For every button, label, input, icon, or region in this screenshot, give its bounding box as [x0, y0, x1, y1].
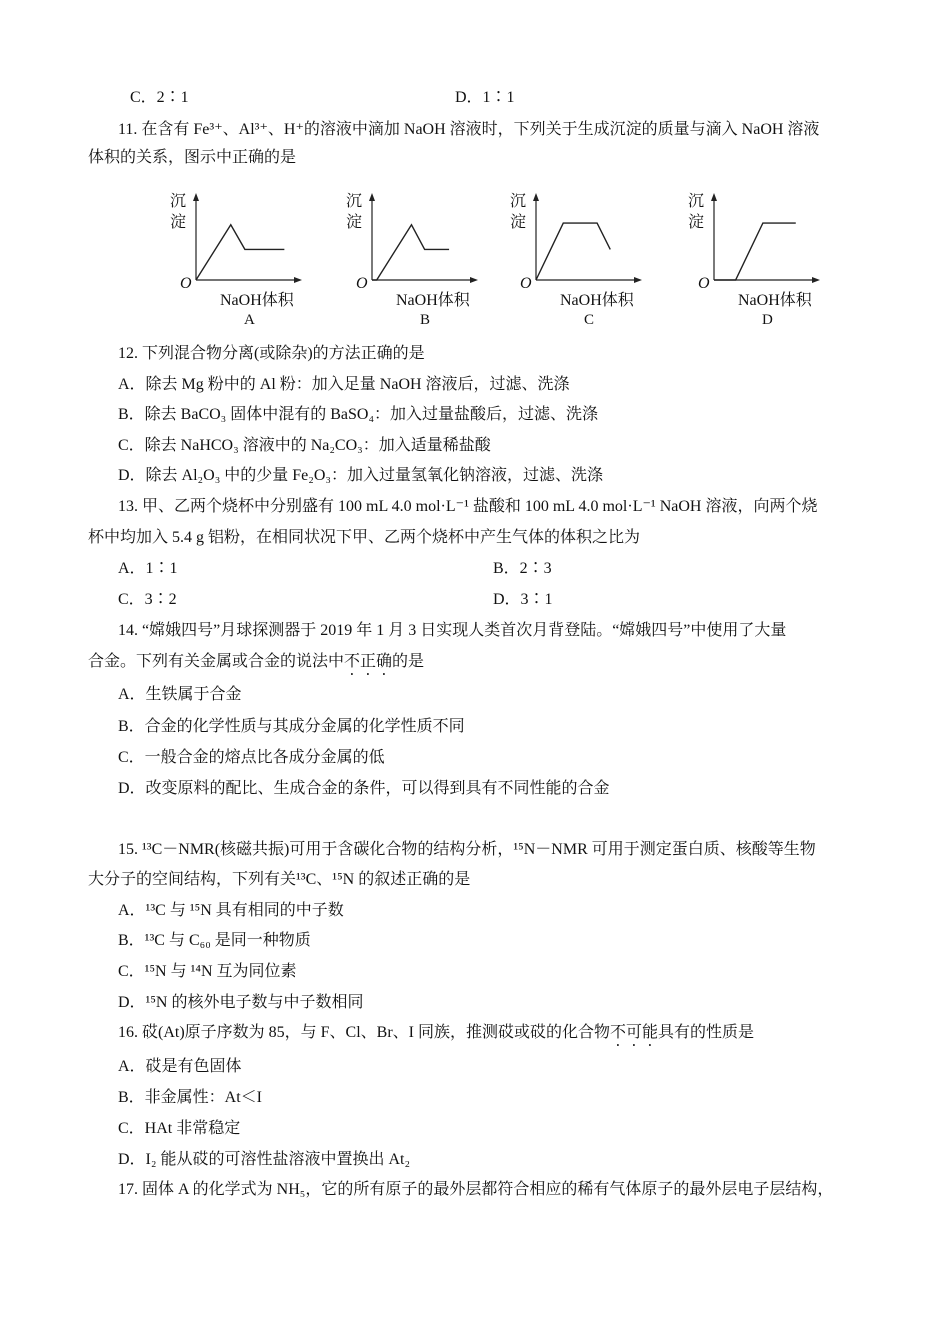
- q16-stem-tail: 具有的性质是: [658, 1024, 755, 1041]
- q15-option-d: D．¹⁵N 的核外电子数与中子数相同: [118, 994, 364, 1011]
- q14-stem-tail: 的是: [392, 653, 425, 670]
- q14-option-c: C．一般合金的熔点比各成分金属的低: [118, 749, 385, 766]
- graph-axes: [196, 198, 298, 280]
- q13-option-a: A．1∶1: [118, 560, 178, 577]
- graph-axes: [536, 198, 638, 280]
- graph-d: [688, 185, 838, 335]
- q16-option-d: D．I₂ 能从砹的可溶性盐溶液中置换出 At₂: [118, 1151, 411, 1168]
- q15-option-c: C．¹⁵N 与 ¹⁴N 互为同位素: [118, 963, 297, 980]
- q13-option-c: C．3∶2: [118, 591, 177, 608]
- q16-option-c: C．HAt 非常稳定: [118, 1120, 241, 1137]
- graph-origin: O: [180, 275, 192, 292]
- q10-option-d: D．1∶1: [455, 89, 515, 106]
- q14-option-d: D．改变原料的配比、生成合金的条件，可以得到具有不同性能的合金: [118, 780, 610, 797]
- graph-ylabel: 沉淀: [170, 193, 187, 231]
- q16-stem-text: 16. 砹(At)原子序数为 85，与 F、Cl、Br、I 同族，推测砹或砹的化合物: [118, 1024, 611, 1041]
- graph-xlabel: NaOH体积: [560, 292, 634, 309]
- graph-plot: [688, 185, 838, 305]
- graph-ylabel: 沉淀: [346, 193, 363, 231]
- q12-stem: 12. 下列混合物分离(或除杂)的方法正确的是: [118, 345, 425, 362]
- q13-option-b: B．2∶3: [493, 560, 552, 577]
- q13-stem-line2: 杯中均加入 5.4 g 铝粉，在相同状况下甲、乙两个烧杯中产生气体的体积之比为: [88, 529, 641, 546]
- graph-origin: O: [356, 275, 368, 292]
- graph-label: A: [244, 312, 255, 328]
- q14-emphasis: 不正确: [344, 653, 393, 670]
- q16-option-b: B．非金属性：At＜I: [118, 1089, 263, 1106]
- q14-option-a: A．生铁属于合金: [118, 686, 242, 703]
- q16-emphasis: 不可能: [610, 1024, 659, 1041]
- axis-arrow-icon: [711, 193, 820, 283]
- q13-option-d: D．3∶1: [493, 591, 553, 608]
- graph-origin: O: [698, 275, 710, 292]
- q13-stem-line1: 13. 甲、乙两个烧杯中分别盛有 100 mL 4.0 mol·L⁻¹ 盐酸和 100 mL 4.0 mol·L⁻¹ NaOH 溶液，向两个烧: [118, 498, 818, 515]
- q12-option-c: C．除去 NaHCO₃ 溶液中的 Na₂CO₃：加入适量稀盐酸: [118, 437, 491, 454]
- graph-curve: [536, 223, 610, 280]
- q10-option-c: C．2∶1: [130, 89, 189, 106]
- q12-option-d: D．除去 Al₂O₃ 中的少量 Fe₂O₃：加入过量氢氧化钠溶液，过滤、洗涤: [118, 467, 603, 484]
- graph-b: [346, 185, 496, 335]
- q16-stem: [118, 1023, 754, 1050]
- graph-label: D: [762, 312, 773, 328]
- graph-axes: [714, 198, 816, 280]
- q14-option-b: B．合金的化学性质与其成分金属的化学性质不同: [118, 718, 465, 735]
- graph-origin: O: [520, 275, 532, 292]
- q14-stem-line1: 14. “嫦娥四号”月球探测器于 2019 年 1 月 3 日实现人类首次月背登陆。“嫦娥四号”中使用了大量: [118, 622, 787, 639]
- graph-plot: [170, 185, 320, 305]
- graph-xlabel: NaOH体积: [220, 292, 294, 309]
- graph-label: B: [420, 312, 431, 328]
- graph-curve: [196, 225, 284, 280]
- graph-xlabel: NaOH体积: [738, 292, 812, 309]
- q16-option-a: A．砹是有色固体: [118, 1058, 242, 1075]
- graph-c: [510, 185, 660, 335]
- axis-arrow-icon: [193, 193, 302, 283]
- graph-ylabel: 沉淀: [688, 193, 705, 231]
- q12-option-a: A．除去 Mg 粉中的 Al 粉：加入足量 NaOH 溶液后，过滤、洗涤: [118, 376, 570, 393]
- graph-axes: [372, 198, 474, 280]
- graph-curve: [372, 225, 449, 280]
- q15-option-b: B．¹³C 与 C₆₀ 是同一种物质: [118, 932, 311, 949]
- q11-stem-line2: 体积的关系，图示中正确的是: [88, 149, 297, 166]
- q14-stem-line2: [88, 652, 424, 679]
- q15-option-a: A．¹³C 与 ¹⁵N 具有相同的中子数: [118, 902, 344, 919]
- q11-stem-line1: 11. 在含有 Fe³⁺、Al³⁺、H⁺的溶液中滴加 NaOH 溶液时，下列关于生成沉淀的质量与滴入 NaOH 溶液: [118, 121, 820, 138]
- graph-plot: [510, 185, 660, 305]
- q15-stem-line2: 大分子的空间结构，下列有关¹³C、¹⁵N 的叙述正确的是: [88, 871, 471, 888]
- graph-xlabel: NaOH体积: [396, 292, 470, 309]
- q12-option-b: B．除去 BaCO₃ 固体中混有的 BaSO₄：加入过量盐酸后，过滤、洗涤: [118, 406, 599, 423]
- graph-ylabel: 沉淀: [510, 193, 527, 231]
- graph-a: [170, 185, 320, 335]
- graph-label: C: [584, 312, 595, 328]
- axis-arrow-icon: [533, 193, 642, 283]
- axis-arrow-icon: [369, 193, 478, 283]
- q14-stem-text: 合金。下列有关金属或合金的说法中: [88, 653, 345, 670]
- q15-stem-line1: 15. ¹³C－NMR(核磁共振)可用于含碳化合物的结构分析，¹⁵N－NMR 可用于测定蛋白质、核酸等生物: [118, 841, 816, 858]
- graph-plot: [346, 185, 496, 305]
- q17-stem-line1: 17. 固体 A 的化学式为 NH₅，它的所有原子的最外层都符合相应的稀有气体原子的最外层电子层结构，: [118, 1181, 834, 1198]
- graph-curve: [714, 223, 796, 280]
